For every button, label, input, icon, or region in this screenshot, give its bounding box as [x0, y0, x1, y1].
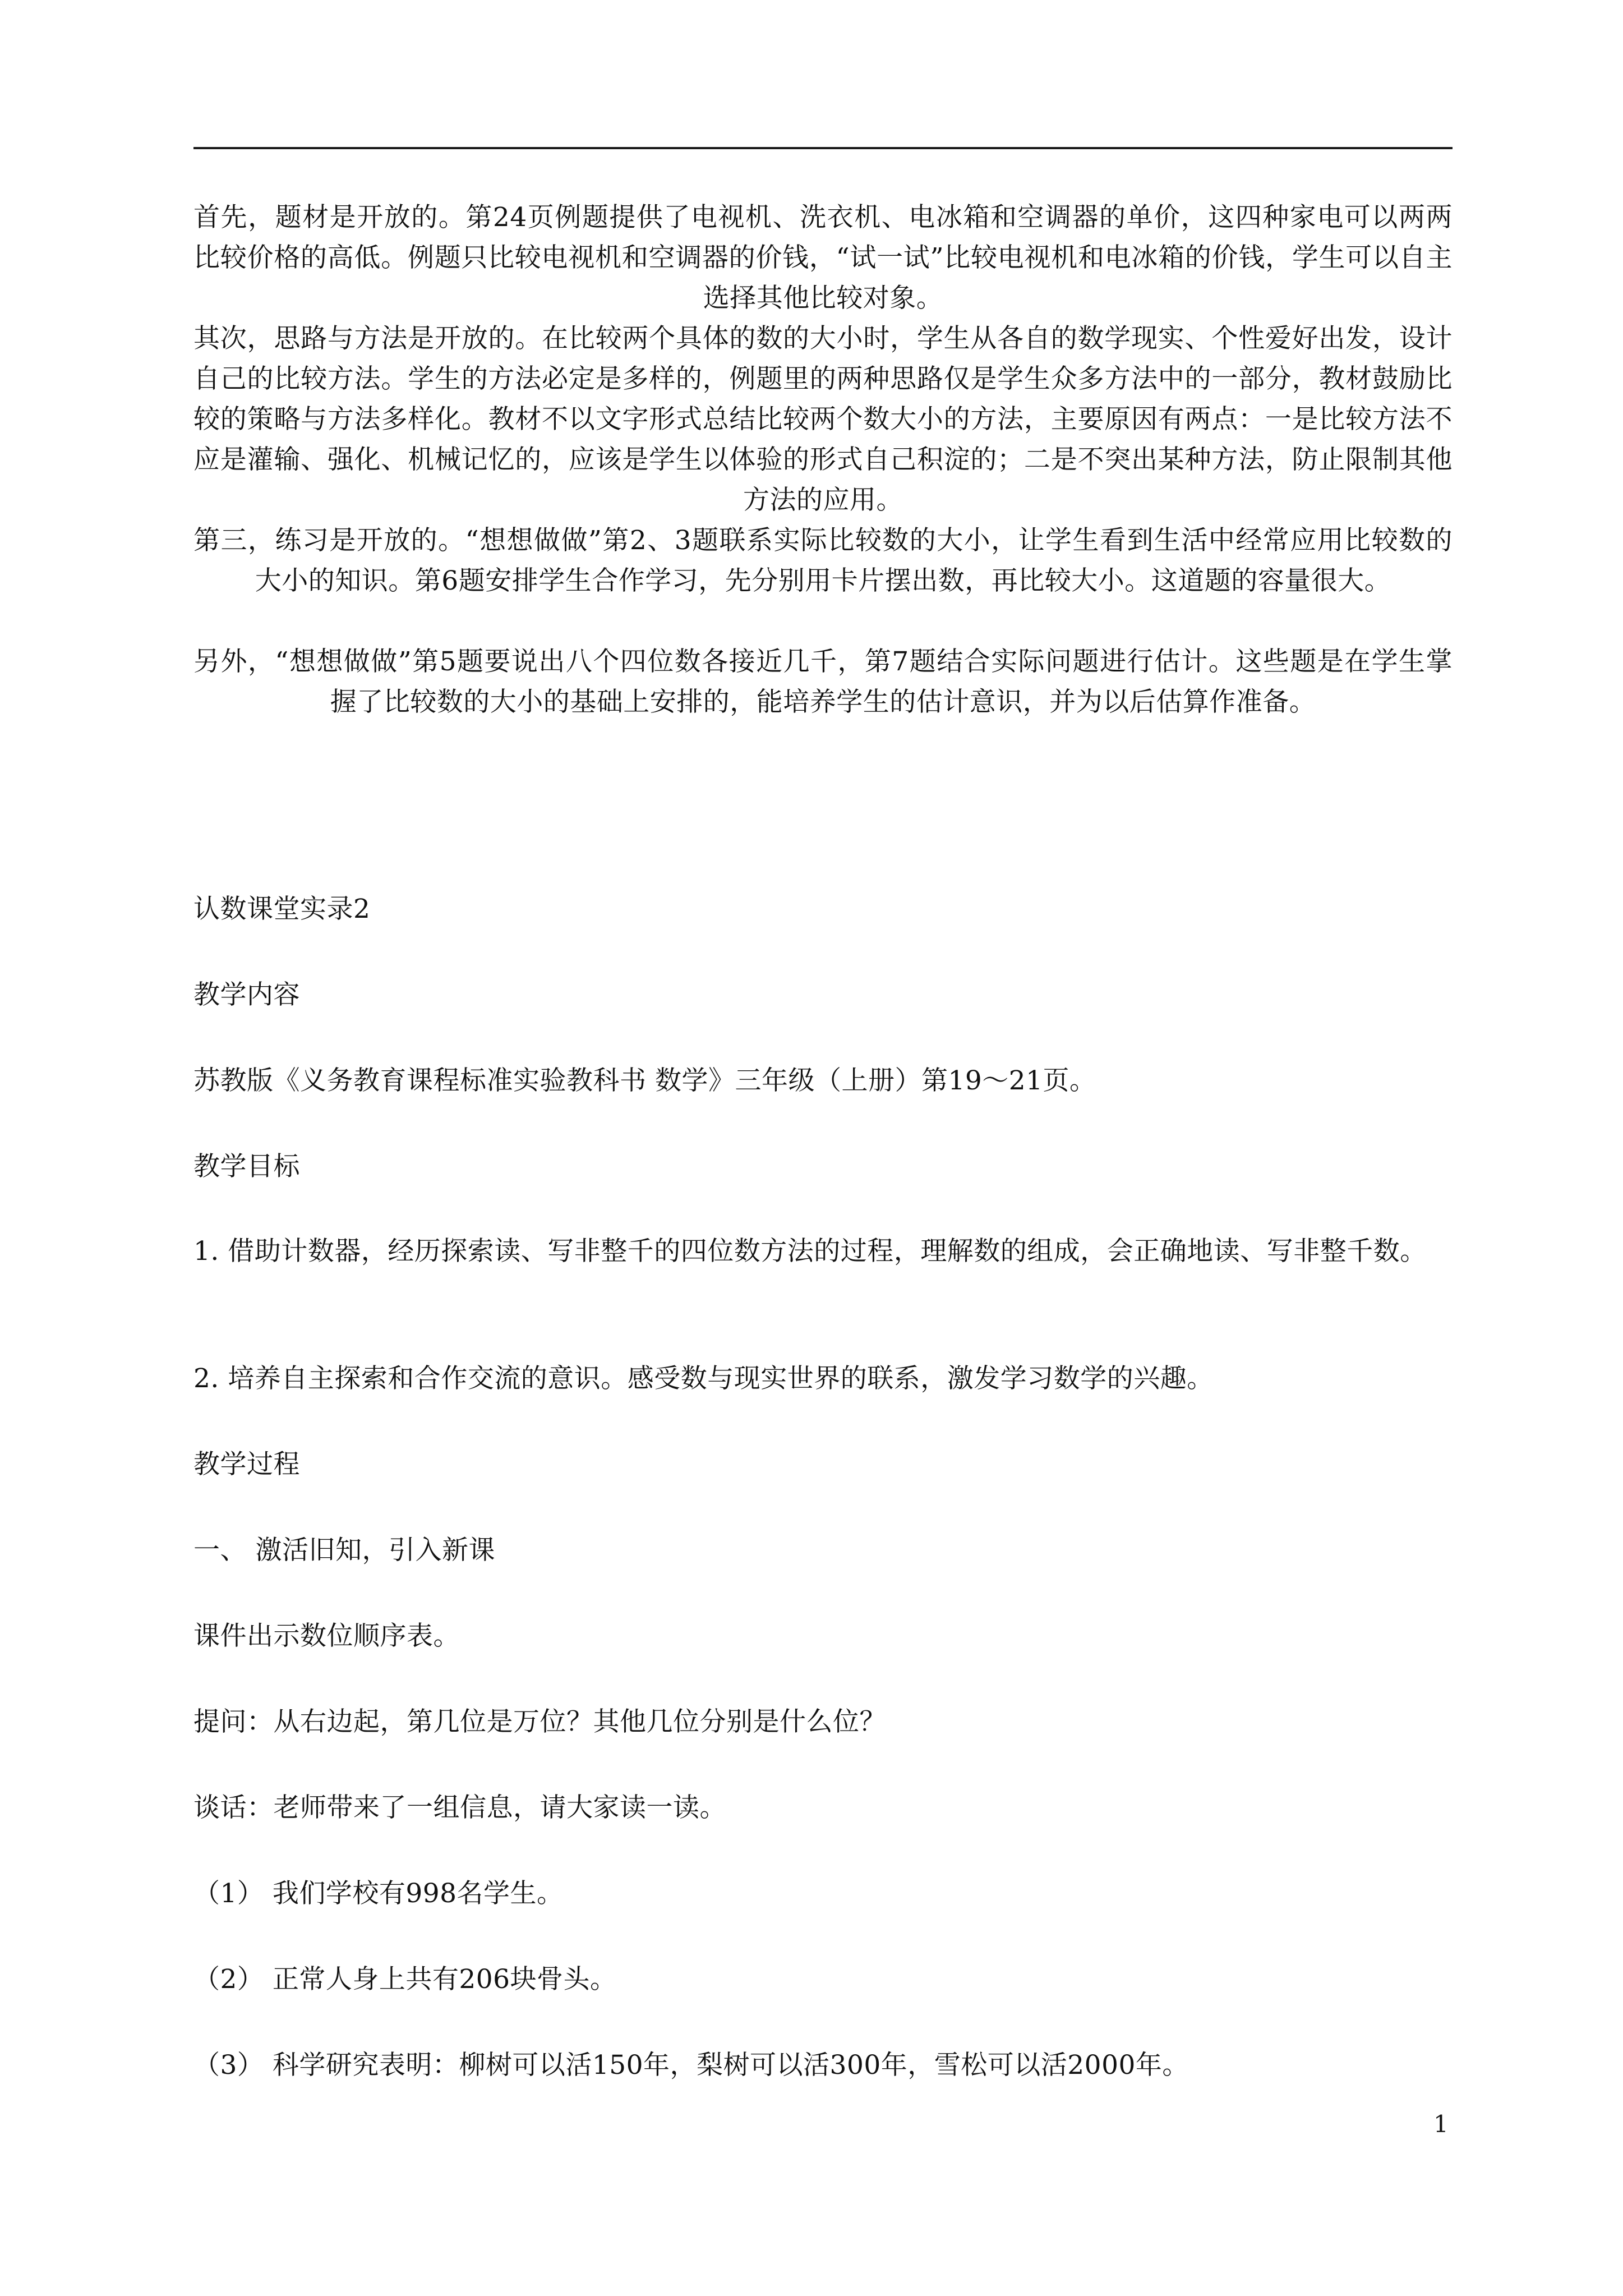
question-line: 提问：从右边起，第几位是万位？其他几位分别是什么位？ — [193, 1706, 886, 1737]
process-step-1: 一、 激活旧知，引入新课 — [193, 1535, 495, 1566]
heading-teaching-process: 教学过程 — [193, 1449, 300, 1480]
info-item-1: （1） 我们学校有998名学生。 — [193, 1878, 564, 1909]
paragraph-method-open: 其次，思路与方法是开放的。在比较两个具体的数的大小时，学生从各自的数学现实、个性爱好出发，设计自己的比较方法。学生的方法必定是多样的，例题里的两种思路仅是学生众多方法中的一部分，教材鼓励比较的策略与方法多样化。教材不以文字形式总结比较两个数大小的方法，主要原因有两点：一是比较方法不应是灌输、强化、机械记忆的，应该是学生以体验的形式自己积淀的；二是不突出某种方法，防止限制其他方法的应用。 — [193, 323, 1453, 516]
paragraph-topic-open: 首先，题材是开放的。第24页例题提供了电视机、洗衣机、电冰箱和空调器的单价，这四种家电可以两两比较价格的高低。例题只比较电视机和空调器的价钱，“试一试”比较电视机和电冰箱的价钱，学生可以自主选择其他比较对象。 — [193, 202, 1453, 314]
talk-line: 谈话：老师带来了一组信息，请大家读一读。 — [193, 1792, 726, 1823]
heading-teaching-goals: 教学目标 — [193, 1151, 300, 1182]
section-title: 认数课堂实录2 — [193, 894, 371, 924]
paragraph-estimation: 另外，“想想做做”第5题要说出八个四位数各接近几千，第7题结合实际问题进行估计。这些题是在学生掌握了比较数的大小的基础上安排的，能培养学生的估计意识，并为以后估算作准备。 — [193, 646, 1453, 717]
teaching-content-text: 苏教版《义务教育课程标准实验教科书 数学》三年级（上册）第19～21页。 — [193, 1065, 1096, 1096]
paragraph-exercise-open: 第三，练习是开放的。“想想做做”第2、3题联系实际比较数的大小，让学生看到生活中经常应用比较数的大小的知识。第6题安排学生合作学习，先分别用卡片摆出数，再比较大小。这道题的容量很大。 — [193, 525, 1453, 596]
heading-teaching-content: 教学内容 — [193, 979, 300, 1010]
info-item-2: （2） 正常人身上共有206块骨头。 — [193, 1964, 617, 1995]
courseware-line: 课件出示数位顺序表。 — [193, 1621, 460, 1651]
teaching-goal-2: 2. 培养自主探索和合作交流的意识。感受数与现实世界的联系，激发学习数学的兴趣。 — [193, 1363, 1214, 1394]
teaching-goal-1: 1. 借助计数器，经历探索读、写非整千的四位数方法的过程，理解数的组成，会正确地读、写非整千数。 — [193, 1236, 1427, 1267]
info-item-3: （3） 科学研究表明：柳树可以活150年，梨树可以活300年，雪松可以活2000年。 — [193, 2050, 1189, 2081]
header-rule — [193, 147, 1453, 149]
page-number: 1 — [1433, 2110, 1449, 2138]
